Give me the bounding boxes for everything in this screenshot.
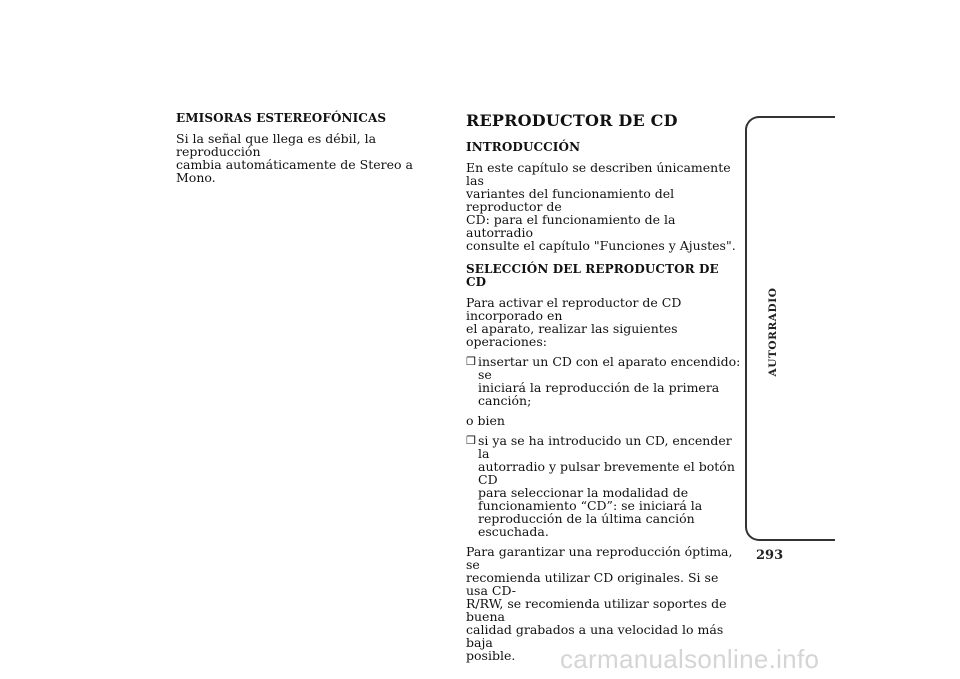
body-line: variantes del funcionamiento del reproductor de xyxy=(466,186,675,214)
bullet-item xyxy=(466,355,742,407)
checkbox-bullet-icon: ❒ xyxy=(466,355,476,368)
heading-cd-selection: SELECCIÓN DEL REPRODUCTOR DE CD xyxy=(466,262,719,289)
body-line: el aparato, realizar las siguientes operaciones: xyxy=(466,321,678,349)
body-line: recomienda utilizar CD originales. Si se usa CD- xyxy=(466,570,719,598)
left-column xyxy=(176,112,438,184)
bullet-item xyxy=(466,434,742,538)
bullet-line: si ya se ha introducido un CD, encender la xyxy=(478,433,732,461)
bullet-line: iniciará la reproducción de la primera canción; xyxy=(478,380,720,408)
heading-introduction: INTRODUCCIÓN xyxy=(466,140,581,154)
bullet-line: insertar un CD con el aparato encendido: se xyxy=(478,354,741,382)
chapter-side-tab xyxy=(745,116,835,541)
body-line: Para garantizar una reproducción óptima, se xyxy=(466,544,733,572)
body-line: R/RW, se recomienda utilizar soportes de buena xyxy=(466,596,727,624)
right-column xyxy=(466,112,742,662)
bullet-line: para seleccionar la modalidad de xyxy=(478,485,689,500)
body-line: Si la señal que llega es débil, la reproducción xyxy=(176,131,377,159)
body-line: consulte el capítulo "Funciones y Ajustes". xyxy=(466,238,736,253)
heading-stereo-stations: EMISORAS ESTEREOFÓNICAS xyxy=(176,111,387,125)
body-line: calidad grabados a una velocidad lo más baja xyxy=(466,622,724,650)
body-line: En este capítulo se describen únicamente las xyxy=(466,160,731,188)
checkbox-bullet-icon: ❒ xyxy=(466,434,476,447)
bullet-line: funcionamiento “CD”: se iniciará la xyxy=(478,498,703,513)
watermark: carmanualsonline.info xyxy=(560,644,820,674)
body-line: Para activar el reproductor de CD incorporado en xyxy=(466,295,682,323)
or-text: o bien xyxy=(466,413,505,428)
body-line: cambia automáticamente de Stereo a Mono. xyxy=(176,157,413,185)
bullet-line: reproducción de la última canción escuchada. xyxy=(478,511,695,539)
body-line: posible. xyxy=(466,648,516,663)
body-line: CD: para el funcionamiento de la autorradio xyxy=(466,212,676,240)
section-title: REPRODUCTOR DE CD xyxy=(466,111,678,130)
page-number: 293 xyxy=(756,548,784,563)
chapter-tab-label: AUTORRADIO xyxy=(767,287,779,377)
bullet-line: autorradio y pulsar brevemente el botón CD xyxy=(478,459,735,487)
